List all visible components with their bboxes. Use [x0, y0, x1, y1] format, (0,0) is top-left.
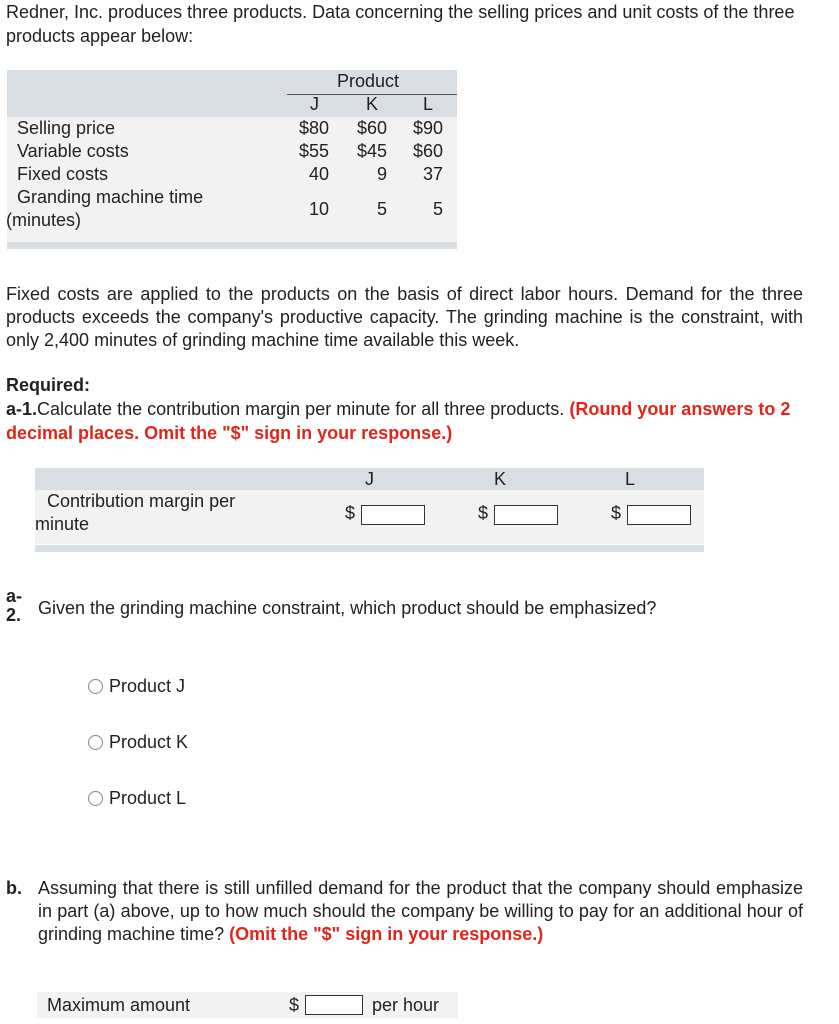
a1-col-header-k: K	[494, 469, 507, 489]
option-label: Product J	[109, 675, 186, 696]
fixed-costs-j: 40	[308, 164, 329, 184]
a1-question	[6, 397, 803, 445]
product-header: Product	[337, 71, 400, 91]
selling-price-l: $90	[412, 118, 443, 138]
selling-price-j: $80	[298, 118, 329, 138]
b-question	[38, 877, 803, 946]
a1-row-label-line1: Contribution margin per	[47, 491, 236, 511]
variable-costs-l: $60	[412, 141, 443, 161]
currency-sign-j: $	[345, 503, 356, 523]
option-product-l[interactable]	[88, 786, 186, 810]
required-title: Required:	[6, 375, 91, 395]
b-note: (Omit the "$" sign in your response.)	[229, 924, 544, 944]
machine-time-k: 5	[376, 199, 387, 219]
a2-label-line2: 2.	[6, 605, 22, 625]
a1-note: (Round your answers to 2 decimal places. Omit the "$" sign in your response.)	[6, 399, 791, 443]
option-label: Product K	[109, 731, 189, 752]
row-label-variable-costs: Variable costs	[17, 141, 129, 161]
a1-text: Calculate the contribution margin per minute for all three products.	[37, 399, 565, 419]
b-label: b.	[6, 878, 22, 898]
product-data-table	[7, 70, 457, 250]
row-label-selling-price: Selling price	[17, 118, 116, 138]
option-label: Product L	[109, 787, 187, 808]
fixed-costs-l: 37	[422, 164, 443, 184]
a1-row-label-line2: minute	[35, 514, 90, 534]
maximum-amount-input[interactable]	[305, 995, 363, 1015]
option-product-j[interactable]	[88, 674, 185, 698]
a2-label-line1: a-	[6, 586, 23, 606]
radio-circle-icon[interactable]	[88, 735, 103, 750]
machine-time-j: 10	[308, 199, 329, 219]
cm-per-minute-l-input[interactable]	[627, 505, 691, 525]
col-header-j: J	[310, 94, 319, 114]
col-header-k: K	[366, 94, 379, 114]
maximum-amount-label: Maximum amount	[47, 995, 191, 1015]
context-paragraph: Fixed costs are applied to the products on the basis of direct labor hours. Demand for the three products exceeds the company's productive capacity. The grinding machine is the constraint, with only 2,400 minutes of grinding machine time available this week.	[6, 284, 803, 350]
cm-per-minute-k-input[interactable]	[494, 505, 558, 525]
option-product-k[interactable]	[88, 730, 188, 754]
variable-costs-j: $55	[298, 141, 329, 161]
cm-per-minute-j-input[interactable]	[361, 505, 425, 525]
a1-answer-table	[35, 468, 704, 554]
row-label-fixed-costs: Fixed costs	[17, 164, 109, 184]
radio-circle-icon[interactable]	[88, 679, 103, 694]
a2-label	[6, 587, 22, 625]
currency-sign-b: $	[289, 995, 300, 1015]
col-header-l: L	[423, 94, 434, 114]
fixed-costs-k: 9	[376, 164, 387, 184]
row-label-machine-time-line2: (minutes)	[6, 210, 82, 230]
a1-col-header-j: J	[365, 469, 374, 489]
row-label-machine-time-line1: Granding machine time	[17, 187, 204, 207]
a1-col-header-l: L	[625, 469, 636, 489]
maximum-amount-row	[37, 992, 458, 1018]
b-question-text: Assuming that there is still unfilled demand for the product that the company should emphasize in part (a) above, up to how much should the company be willing to pay for an additional hour of grinding machine time?	[38, 878, 803, 944]
selling-price-k: $60	[356, 118, 387, 138]
a2-question: Given the grinding machine constraint, which product should be emphasized?	[38, 598, 657, 618]
machine-time-l: 5	[432, 199, 443, 219]
intro-text: Redner, Inc. produces three products. Data concerning the selling prices and unit costs of the three products appear below:	[6, 2, 795, 46]
currency-sign-k: $	[478, 503, 489, 523]
per-hour-label: per hour	[372, 995, 440, 1015]
currency-sign-l: $	[611, 503, 622, 523]
variable-costs-k: $45	[356, 141, 387, 161]
radio-circle-icon[interactable]	[88, 791, 103, 806]
a1-label: a-1.	[6, 399, 38, 419]
